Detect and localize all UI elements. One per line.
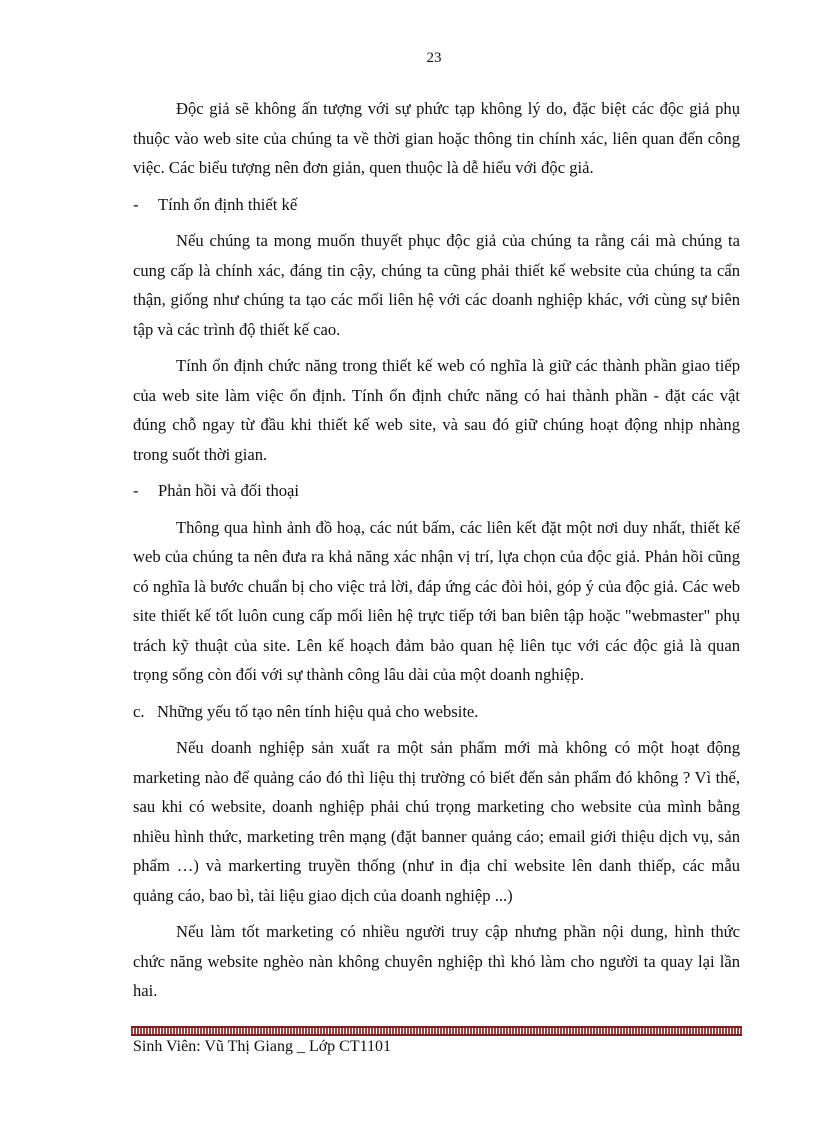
bullet-text: Phản hồi và đối thoại xyxy=(158,481,300,500)
page-number: 23 xyxy=(426,50,442,66)
heading-marker: c. xyxy=(133,701,145,721)
paragraph: Nếu chúng ta mong muốn thuyết phục độc giả của chúng ta rằng cái mà chúng ta cung cấp là chính xác, đáng tin cậy, chúng ta cũng phải thiết kế website của chúng ta cẩn thận, giống như chúng ta tạo các mối liên hệ với các doanh nghiệp khác, với cùng sự biên tập và các trình độ thiết kế cao. xyxy=(133,231,740,339)
bullet-item xyxy=(133,476,740,506)
paragraph: Thông qua hình ảnh đồ hoạ, các nút bấm, các liên kết đặt một nơi duy nhất, thiết kế web của chúng ta nên đưa ra khả năng xác nhận vị trí, lựa chọn của độc giả. Phản hồi cũng có nghĩa là bước chuẩn bị cho việc trả lời, đáp ứng các đòi hỏi, góp ý của độc giả. Các web site thiết kế tốt luôn cung cấp mối liên hệ trực tiếp tới ban biên tập hoặc "webmaster" phụ trách kỹ thuật của site. Lên kế hoạch đảm bảo quan hệ liên tục với các độc giả là quan trọng sống còn đối với sự thành công lâu dài của một doanh nghiệp. xyxy=(133,517,740,684)
paragraph: Nếu làm tốt marketing có nhiều người truy cập nhưng phần nội dung, hình thức chức năng website nghèo nàn không chuyên nghiệp thì khó làm cho người ta quay lại lần hai. xyxy=(133,922,740,1000)
paragraph: Tính ổn định chức năng trong thiết kế web có nghĩa là giữ các thành phần giao tiếp của web site làm việc ổn định. Tính ổn định chức năng có hai thành phần - đặt các vật đúng chỗ ngay từ đầu khi thiết kế web site, và sau đó giữ chúng hoạt động nhịp nhàng trong suốt thời gian. xyxy=(133,356,740,464)
heading-text: Những yếu tố tạo nên tính hiệu quả cho website. xyxy=(157,701,479,721)
bullet-text: Tính ổn định thiết kế xyxy=(158,194,298,214)
paragraph: Nếu doanh nghiệp sản xuất ra một sản phẩm mới mà không có một hoạt động marketing nào để quảng cáo đó thì liệu thị trường có biết đến sản phẩm đó không ? Vì thế, sau khi có website, doanh nghiệp phải chú trọng marketing cho website của mình bằng nhiều hình thức, marketing trên mạng (đặt banner quảng cáo; email giới thiệu dịch vụ, sản phẩm …) và markerting truyền thống (như in địa chỉ website lên danh thiếp, các mẫu quảng cáo, bao bì, tài liệu giao dịch của doanh nghiệp ...) xyxy=(133,738,740,905)
bullet-marker: - xyxy=(133,481,139,500)
bullet-item xyxy=(133,190,740,220)
section-heading xyxy=(133,697,740,727)
bullet-marker: - xyxy=(133,194,139,214)
document-body xyxy=(133,94,740,1013)
footer-author: Sinh Viên: Vũ Thị Giang _ Lớp CT1101 xyxy=(133,1038,392,1055)
paragraph: Độc giả sẽ không ấn tượng với sự phức tạp không lý do, đặc biệt các độc giả phụ thuộc vào web site của chúng ta về thời gian hoặc thông tin chính xác, liên quan đến công việc. Các biểu tượng nên đơn giản, quen thuộc là dễ hiểu với độc giả. xyxy=(133,99,740,177)
footer-divider xyxy=(131,1026,742,1036)
